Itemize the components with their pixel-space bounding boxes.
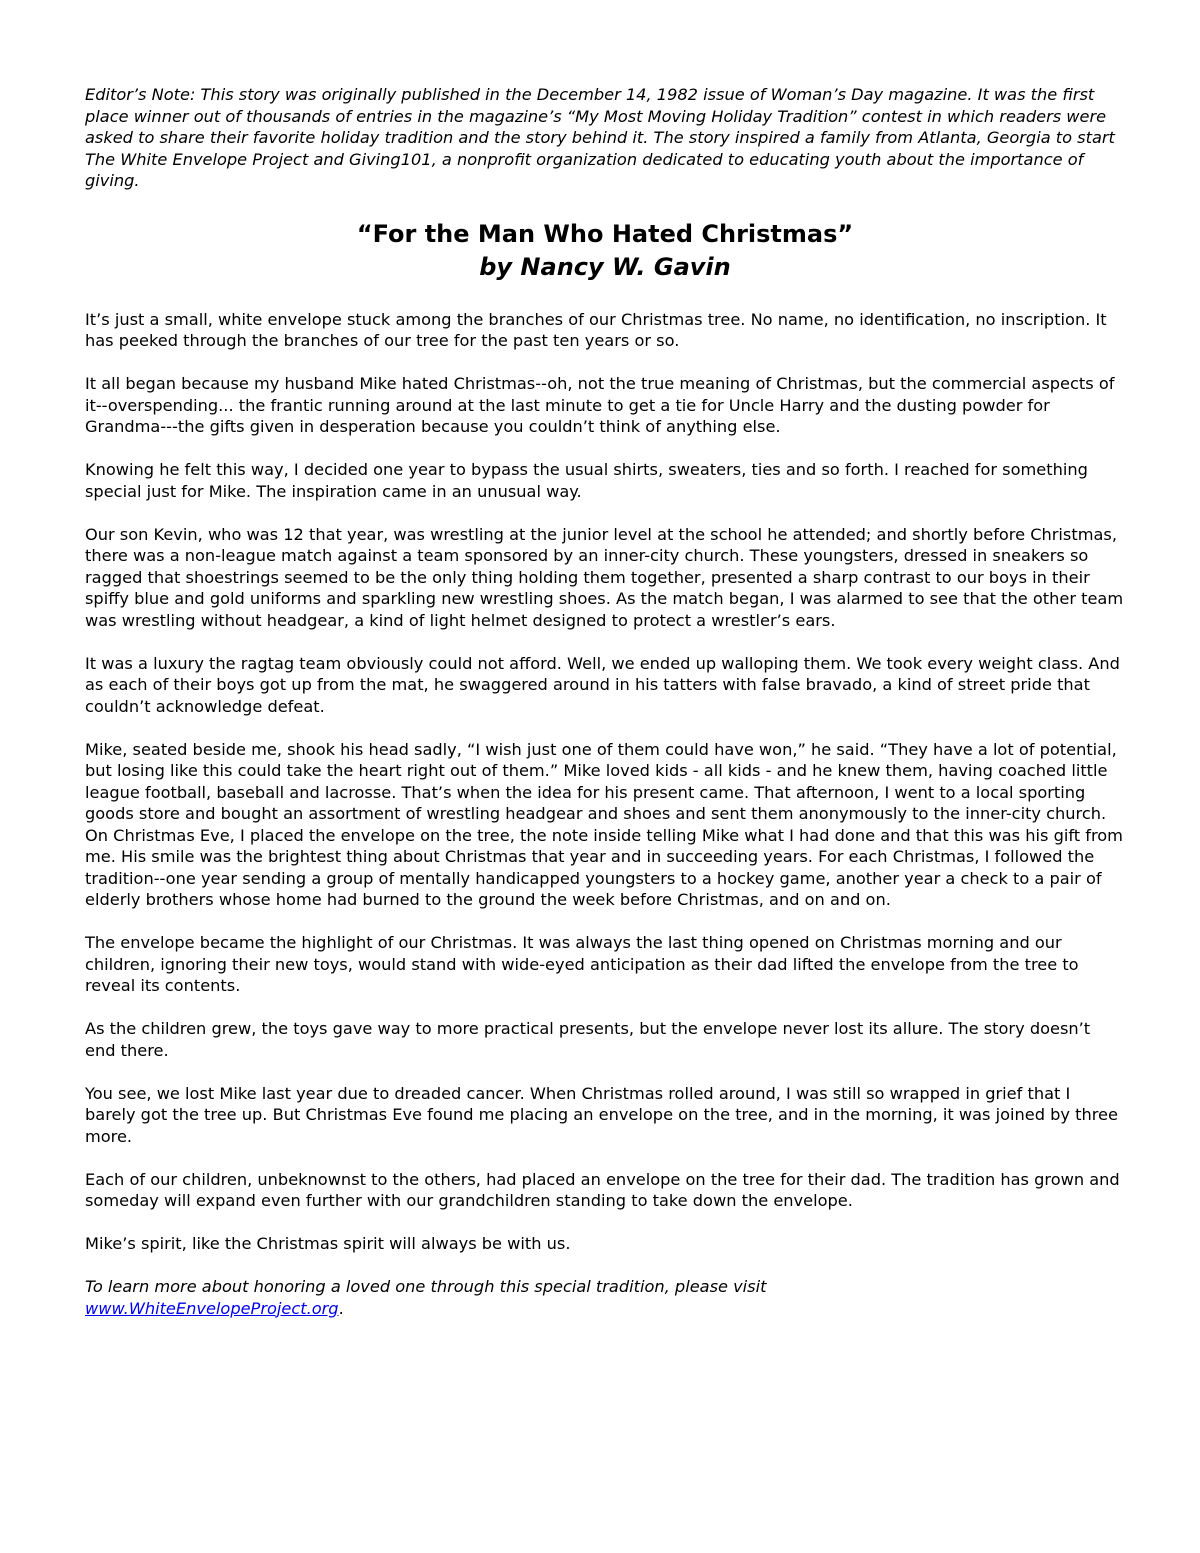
editors-note: Editor’s Note: This story was originally published in the December 14, 1982 issue of Woman’s Day magazine. It was the first place winner out of thousands of entries in the magazine’s “My Most Moving Holiday Tradition” contest in which readers were asked to share their favorite holiday tradition and the story behind it. The story inspired a family from Atlanta, Georgia to start The White Envelope Project and Giving101, a nonprofit organization dedicated to educating youth about the importance of giving. xyxy=(85,85,1115,190)
story-title: “For the Man Who Hated Christmas” xyxy=(356,219,854,248)
document-page xyxy=(85,84,1125,1319)
white-envelope-project-link[interactable]: www.WhiteEnvelopeProject.org xyxy=(85,1298,339,1318)
closing-text: To learn more about honoring a loved one through this special tradition, please visit xyxy=(85,1277,767,1296)
story-byline: by Nancy W. Gavin xyxy=(479,252,731,281)
story-paragraph-9: You see, we lost Mike last year due to dreaded cancer. When Christmas rolled around, I was still so wrapped in grief that I barely got the tree up. But Christmas Eve found me placing an envelope on the tree, and in the morning, it was joined by three more. xyxy=(85,1083,1118,1146)
story-paragraph-1: It’s just a small, white envelope stuck among the branches of our Christmas tree. No name, no identification, no inscription. It has peeked through the branches of our tree for the past ten years or so. xyxy=(85,309,1107,350)
story-paragraph-11: Mike’s spirit, like the Christmas spirit will always be with us. xyxy=(85,1234,571,1253)
story-paragraph-6: Mike, seated beside me, shook his head sadly, “I wish just one of them could have won,” he said. “They have a lot of potential, but losing like this could take the heart right out of them.” Mike loved kids - all kids - and he knew them, having coached little league football, baseball and lacrosse. That’s when the idea for his present came. That afternoon, I went to a local sporting goods store and bought an assortment of wrestling headgear and shoes and sent them anonymously to the inner-city church. On Christmas Eve, I placed the envelope on the tree, the note inside telling Mike what I had done and that this was his gift from me. His smile was the brightest thing about Christmas that year and in succeeding years. For each Christmas, I followed the tradition--one year sending a group of mentally handicapped youngsters to a hockey game, another year a check to a pair of elderly brothers whose home had burned to the ground the week before Christmas, and on and on. xyxy=(85,739,1123,909)
story-paragraph-10: Each of our children, unbeknownst to the others, had placed an envelope on the tree for their dad. The tradition has grown and someday will expand even further with our grandchildren standing to take down the envelope. xyxy=(85,1169,1120,1210)
closing-period: . xyxy=(338,1298,344,1318)
story-paragraph-5: It was a luxury the ragtag team obviously could not afford. Well, we ended up walloping them. We took every weight class. And as each of their boys got up from the mat, he swaggered around in his tatters with false bravado, a kind of street pride that couldn’t acknowledge defeat. xyxy=(85,653,1120,716)
title-block xyxy=(85,218,1125,284)
story-paragraph-7: The envelope became the highlight of our Christmas. It was always the last thing opened on Christmas morning and our children, ignoring their new toys, would stand with wide-eyed anticipation as their dad lifted the envelope from the tree to reveal its contents. xyxy=(85,933,1079,995)
closing-note xyxy=(85,1276,1125,1319)
story-paragraph-8: As the children grew, the toys gave way to more practical presents, but the envelope never lost its allure. The story doesn’t end there. xyxy=(85,1019,1091,1060)
story-paragraph-4: Our son Kevin, who was 12 that year, was wrestling at the junior level at the school he attended; and shortly before Christmas, there was a non-league match against a team sponsored by an inner-city church. These youngsters, dressed in sneakers so ragged that shoestrings seemed to be the only thing holding them together, presented a sharp contrast to our boys in their spiffy blue and gold uniforms and sparkling new wrestling shoes. As the match began, I was alarmed to see that the other team was wrestling without headgear, a kind of light helmet designed to protect a wrestler’s ears. xyxy=(85,524,1124,630)
story-paragraph-3: Knowing he felt this way, I decided one year to bypass the usual shirts, sweaters, ties and so forth. I reached for something special just for Mike. The inspiration came in an unusual way. xyxy=(85,460,1088,501)
story-paragraph-2: It all began because my husband Mike hated Christmas--oh, not the true meaning of Christmas, but the commercial aspects of it--overspending... the frantic running around at the last minute to get a tie for Uncle Harry and the dusting powder for Grandma---the gifts given in desperation because you couldn’t think of anything else. xyxy=(85,374,1115,436)
